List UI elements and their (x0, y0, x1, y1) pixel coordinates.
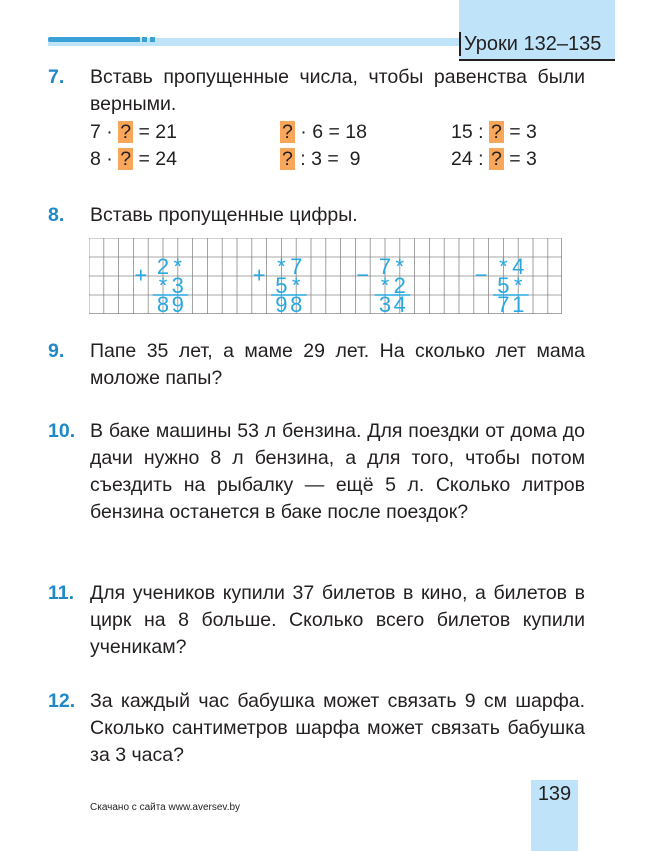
digit: 2 (393, 273, 406, 298)
task-number: 12. (48, 690, 76, 712)
task-number: 10. (48, 420, 76, 442)
digit-grid-canvas (89, 238, 562, 314)
missing-number-box[interactable]: ? (120, 121, 132, 143)
digit: * (499, 254, 508, 279)
equations-block (90, 119, 590, 175)
digit: * (158, 273, 168, 298)
lesson-title: Уроки 132–135 (459, 32, 601, 56)
missing-number-box[interactable]: ? (282, 148, 293, 170)
digit: * (513, 273, 523, 298)
equation: 7 · ? = 21 (90, 121, 177, 143)
column-example (475, 254, 529, 314)
task-number: 11. (48, 582, 75, 604)
equation: ? · 6 = 18 (282, 121, 367, 143)
header-decor-bar (48, 37, 140, 42)
column-example (253, 254, 307, 314)
page-number: 139 (537, 783, 572, 805)
digit: 8 (156, 292, 170, 314)
digit: 7 (497, 292, 510, 314)
digit: 9 (275, 292, 288, 314)
column-example (134, 254, 188, 314)
digit: 3 (171, 273, 184, 298)
digit: * (277, 254, 286, 279)
digit: 7 (378, 254, 392, 279)
digit: 4 (512, 254, 525, 279)
task-number: 7. (48, 66, 65, 88)
digit: 1 (512, 292, 525, 314)
task-text: Вставь пропущенные цифры. (90, 204, 358, 226)
footer-source: Скачано с сайта www.aversev.by (90, 802, 241, 813)
digit-grid (89, 238, 562, 314)
digit: 7 (290, 254, 303, 279)
header-decor-square (150, 37, 155, 42)
digit: 5 (275, 273, 288, 298)
task-text: За каждый час бабушка может связать 9 см шарфа. Сколько сантиметров шарфа может связать бабушка за 3 часа? (90, 690, 585, 766)
equation: 24 : ? = 3 (451, 148, 537, 170)
task-text: В баке машины 53 л бензина. Для поездки от дома до дачи нужно 8 л бензина, а для того, чтобы потом съездить на рыбалку — ещё 5 л. Сколько литров бензина останется в баке после поездок? (90, 420, 585, 523)
task-number: 8. (48, 204, 65, 226)
digit: 8 (290, 292, 303, 314)
equation: ? : 3 = 9 (282, 148, 361, 170)
header-decor-square (142, 37, 147, 42)
digit: 4 (393, 292, 406, 314)
operation-sign: − (474, 262, 488, 288)
digit: * (173, 254, 183, 279)
digit: 3 (378, 292, 392, 314)
missing-number-box[interactable]: ? (282, 121, 293, 143)
missing-number-box[interactable]: ? (120, 148, 132, 170)
digit: 9 (171, 292, 184, 314)
equation: 8 · ? = 24 (90, 148, 177, 170)
operation-sign: + (134, 262, 148, 288)
digit: * (380, 273, 390, 298)
digit: * (291, 273, 301, 298)
task-text: Для учеников купили 37 билетов в кино, а билетов в цирк на 8 больше. Сколько всего билетов купили ученикам? (90, 582, 585, 658)
digit: 2 (156, 254, 170, 279)
equation: 15 : ? = 3 (451, 121, 537, 143)
missing-number-box[interactable]: ? (490, 148, 502, 170)
task-number: 9. (48, 340, 65, 362)
task-text: Вставь пропущенные числа, чтобы равенства были верными. (90, 66, 585, 115)
digit: * (395, 254, 405, 279)
operation-sign: − (356, 262, 370, 288)
operation-sign: + (252, 262, 266, 288)
column-example (356, 254, 410, 314)
digit: 5 (497, 273, 510, 298)
header-underline (459, 59, 615, 61)
task-text: Папе 35 лет, а маме 29 лет. На сколько лет мама моложе папы? (90, 340, 585, 389)
missing-number-box[interactable]: ? (490, 121, 502, 143)
